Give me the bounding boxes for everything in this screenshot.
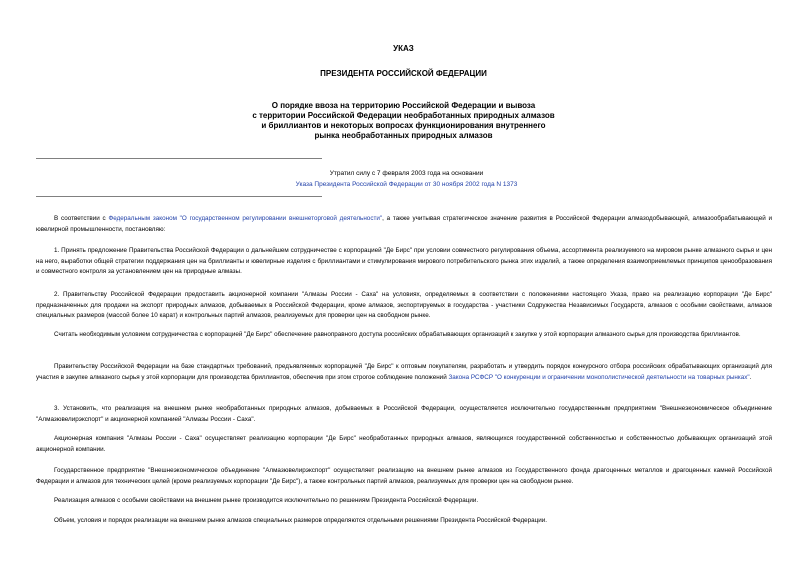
paragraph-3-alrosa: Акционерная компания "Алмазы России - Саха" осуществляет реализацию корпорации "Де Бирс" необработанных природных алмазов, являющихся государственной собственностью и собственностью добывающих организаций этой акционерной компании. <box>36 435 772 453</box>
lapsed-notice <box>180 168 633 190</box>
subject-line-1: О порядке ввоза на территорию Российской Федерации и вывоза <box>271 101 536 110</box>
repeal-decree-link[interactable]: Указа Президента Российской Федерации от 30 ноября 2002 года N 1373 <box>295 181 518 188</box>
preamble-text-start: В соответствии с <box>54 215 109 222</box>
paragraph-2-condition: Считать необходимым условием сотрудничества с корпорацией "Де Бирс" обеспечение равноправного доступа российских обрабатывающих организаций к закупке у этой корпорации алмазного сырья для производства бриллиантов. <box>54 331 741 338</box>
decree-issuer: ПРЕЗИДЕНТА РОССИЙСКОЙ ФЕДЕРАЦИИ <box>320 69 487 78</box>
decree-title: УКАЗ <box>393 44 414 53</box>
paragraph-1: 1. Принять предложение Правительства Российской Федерации о дальнейшем сотрудничестве с корпорацией "Де Бирс" при условии совместного регулирования объема, ассортимента реализуемого на мировом рынке алмазного сырья и цен на него, выработки общей стратегии поддержания цен на бриллианты и ювелирные изделия с бриллиантами и стимулирования мирового потребительского рынка этих изделий, а также определения взаимоприемлемых принципов ценообразования и совместного контроля за установлением цен на природные алмазы. <box>36 247 772 276</box>
preamble-text-end: , а также учитывая стратегическое значение развития в Российской Федерации алмазодобывающей, алмазообрабатывающей и ювелирной промышленности, постановляю: <box>36 215 773 233</box>
paragraph-3-special-properties: Реализация алмазов с особыми свойствами на внешнем рынке производится исключительно по решениям Президента Российской Федерации. <box>54 497 479 504</box>
foreign-trade-law-link[interactable]: Федеральным законом "О государственном регулировании внешнеторговой деятельности" <box>108 215 383 222</box>
government-text-end: . <box>749 373 752 381</box>
paragraph-3-state-enterprise: Государственное предприятие "Внешнеэкономическое объединение "Алмазювелирэкспорт" осуществляет реализацию на внешнем рынке алмазов из Государственного фонда драгоценных металлов и драгоценных камней Российской Федерации и алмазов для технических целей (кроме реализуемых корпорации "Де Бирс"), а также контрольных партий алмазов, реализуемых для проверки цен на свободном рынке. <box>36 467 772 485</box>
divider-bottom <box>36 196 322 197</box>
competition-law-link[interactable]: Закона РСФСР "О конкуренции и ограничении монополистической деятельности на товарных рынках" <box>448 373 750 381</box>
paragraph-2: 2. Правительству Российской Федерации предоставить акционерной компании "Алмазы России - Саха" на условиях, определяемых в соответствии с положениями настоящего Указа, право на реализацию корпорации "Де Бирс" предназначенных для продажи на экспорт природных алмазов, добываемых в Российской Федерации, кроме алмазов, экспортируемых в государства - участники Содружества Независимых Государств, алмазов с особыми свойствами, алмазов специальных размеров (массой более 10 карат) и контрольных партий алмазов, реализуемых для проверки цен на свободном рынке. <box>36 291 772 320</box>
decree-subject <box>0 101 807 141</box>
government-text: Правительству Российской Федерации на базе стандартных требований, предъявляемых корпорацией "Де Бирс" к оптовым покупателям, разработать и утвердить порядок конкурсного отбора российских обрабатывающих организаций для участия в закупке алмазного сырья у этой корпорации для производства бриллиантов, обеспечив при этом строгое соблюдение положений <box>36 363 772 381</box>
paragraph-3-special-sizes: Объем, условия и порядок реализации на внешнем рынке алмазов специальных размеров определяются отдельными решениями Президента Российской Федерации. <box>54 517 548 524</box>
subject-line-3: и бриллиантов и некоторых вопросах функционирования внутреннего <box>261 121 546 130</box>
paragraph-3: 3. Установить, что реализация на внешнем рынке необработанных природных алмазов, добываемых в Российской Федерации, осуществляется исключительно государственным предприятием "Внешнеэкономическое объединение "Алмазювелирэкспорт" и акционерной компанией "Алмазы России - Саха". <box>36 405 772 423</box>
subject-line-4: рынка необработанных природных алмазов <box>314 131 493 140</box>
divider-top <box>36 158 322 159</box>
paragraph-2-government <box>36 362 772 383</box>
subject-line-2: с территории Российской Федерации необработанных природных алмазов <box>252 111 555 120</box>
paragraph-preamble <box>36 214 772 235</box>
lapsed-text: Утратил силу с 7 февраля 2003 года на основании <box>329 170 484 177</box>
